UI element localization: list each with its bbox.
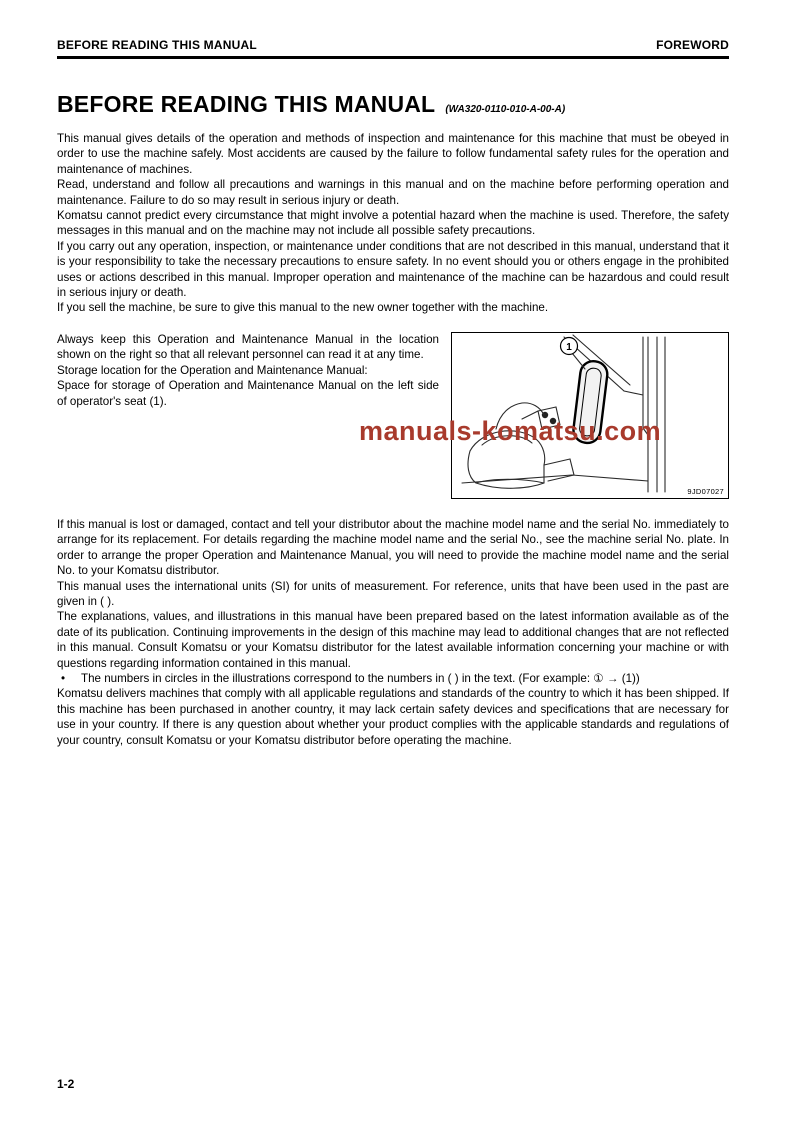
paragraph: Read, understand and follow all precautions and warnings in this manual and on the machine before performing operation and maintenance. Failure to do so may result in serious injury or death. bbox=[57, 178, 729, 207]
running-header-right: FOREWORD bbox=[656, 38, 729, 52]
section-title-code: (WA320-0110-010-A-00-A) bbox=[445, 104, 566, 115]
body-paragraphs bbox=[57, 517, 729, 748]
intro-paragraphs bbox=[57, 131, 729, 316]
page-content bbox=[57, 0, 729, 748]
figure-callout-number: 1 bbox=[566, 341, 572, 353]
paragraph: Space for storage of Operation and Maintenance Manual on the left side of operator's seat (1). bbox=[57, 379, 439, 408]
paragraph: The explanations, values, and illustrations in this manual have been prepared based on the latest information available as of the date of its publication. Continuing improvements in the design of this machine may lead to additional changes that are not reflected in this manual. Consult Komatsu or your Komatsu distributor for the latest available information concerning your machine or with questions regarding information contained in this manual. bbox=[57, 610, 729, 670]
paragraph: This manual uses the international units (SI) for units of measurement. For reference, units that have been used in the past are given in ( ). bbox=[57, 579, 729, 608]
paragraph: Komatsu cannot predict every circumstance that might involve a potential hazard when the machine is used. Therefore, the safety messages in this manual and on the machine may not include all possible safety precautions. bbox=[57, 209, 729, 238]
bullet-marker: • bbox=[61, 671, 66, 685]
section-title bbox=[57, 91, 729, 118]
storage-section bbox=[57, 332, 729, 499]
paragraph: Komatsu delivers machines that comply with all applicable regulations and standards of the country to which it has been shipped. If this machine has been purchased in another country, it may lack certain safety devices and specifications that are necessary for use in your country. If there is any question about whether your product complies with the applicable standards and regulations of your country, consult Komatsu or your Komatsu distributor before operating the machine. bbox=[57, 687, 729, 747]
section-title-text: BEFORE READING THIS MANUAL bbox=[57, 91, 436, 117]
running-header bbox=[57, 0, 729, 59]
paragraph: If you carry out any operation, inspection, or maintenance under conditions that are not described in this manual, understand that it is your responsibility to take the necessary precautions to ensure safety. In no event should you or others engage in the prohibited uses or actions described in this manual. Improper operation and maintenance of the machine can be hazardous and could result in serious injury or death. bbox=[57, 239, 729, 300]
paragraph: Always keep this Operation and Maintenance Manual in the location shown on the right so that all relevant personnel can read it at any time. bbox=[57, 332, 439, 362]
storage-note bbox=[57, 332, 439, 409]
paragraph: If you sell the machine, be sure to give this manual to the new owner together with the machine. bbox=[57, 301, 549, 315]
bullet-item bbox=[57, 671, 729, 686]
page-number: 1-2 bbox=[57, 1077, 75, 1091]
bullet-text: The numbers in circles in the illustrations correspond to the numbers in ( ) in the text. (For example: ① → (1)) bbox=[81, 671, 640, 685]
running-header-left: BEFORE READING THIS MANUAL bbox=[57, 38, 257, 52]
paragraph: If this manual is lost or damaged, contact and tell your distributor about the machine model name and the serial No. immediately to arrange for its replacement. For details regarding the machine model name and the serial No., see the machine serial No. plate. In order to arrange the proper Operation and Maintenance Manual, you will need to provide the machine model name and the serial No. to your Komatsu distributor. bbox=[57, 517, 729, 578]
paragraph: This manual gives details of the operation and methods of inspection and maintenance for this machine that must be obeyed in order to use the machine safely. Most accidents are caused by the failure to follow fundamental safety rules for the operation and maintenance of machines. bbox=[57, 132, 729, 176]
watermark: manuals-komatsu.com bbox=[359, 415, 662, 446]
seat-storage-illustration bbox=[452, 333, 726, 496]
figure-code: 9JD07027 bbox=[687, 486, 724, 496]
paragraph: Storage location for the Operation and Maintenance Manual: bbox=[57, 363, 368, 377]
